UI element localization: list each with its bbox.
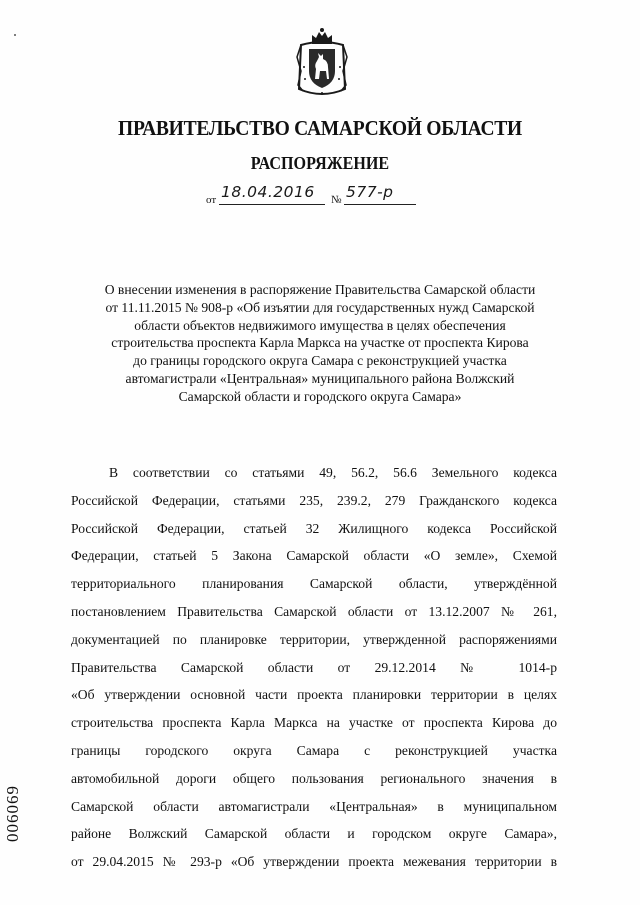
document-subject <box>60 281 580 406</box>
body-line: автомобильной дороги общего пользования регионального значения в <box>71 770 557 786</box>
government-title: ПРАВИТЕЛЬСТВО САМАРСКОЙ ОБЛАСТИ <box>118 116 522 140</box>
body-line: от 29.04.2015 № 293-р «Об утверждении проекта межевания территории в <box>71 854 557 870</box>
subject-line: О внесении изменения в распоряжение Правительства Самарской области <box>104 282 536 297</box>
number-value: 577-р <box>346 183 394 201</box>
body-line: документацией по планировке территории, утвержденной распоряжениями <box>71 631 557 647</box>
body-line: «Об утверждении основной части проекта планировки территории в целях <box>71 687 557 703</box>
samara-coat-of-arms-icon <box>295 27 349 101</box>
subject-line: Самарской области и городского округа Самара» <box>178 388 462 404</box>
subject-line: от 11.11.2015 № 908-р «Об изъятии для государственных нужд Самарской <box>105 299 535 315</box>
subject-line: строительства проспекта Карла Маркса на участке от проспекта Кирова <box>111 335 529 351</box>
scan-speck <box>14 34 16 36</box>
subject-line: автомагистрали «Центральная» муниципального района Волжский <box>125 370 515 386</box>
body-line: В соответствии со статьями 49, 56.2, 56.6 Земельного кодекса <box>109 465 557 480</box>
body-line: Федерации, статьей 5 Закона Самарской области «О земле», Схемой <box>71 548 557 564</box>
body-line: границы городского округа Самара с реконструкцией участка <box>71 742 557 758</box>
number-underline <box>344 204 416 205</box>
body-line: Самарской области автомагистрали «Центральная» в муниципальном <box>71 798 557 814</box>
date-underline <box>219 204 325 205</box>
body-line: постановлением Правительства Самарской области от 13.12.2007 № 261, <box>71 603 557 619</box>
body-line: Правительства Самарской области от 29.12.2014 № 1014-р <box>71 659 557 675</box>
date-label: от <box>206 194 217 206</box>
subject-line: до границы городского округа Самара с реконструкцией участка <box>133 353 507 369</box>
body-line: территориального планирования Самарской области, утверждённой <box>71 576 557 592</box>
date-value: 18.04.2016 <box>221 183 315 201</box>
body-line: районе Волжский Самарской области и городском округе Самара», <box>71 826 557 842</box>
number-label: № <box>331 194 342 206</box>
body-line: Российской Федерации, статьями 235, 239.2, 279 Гражданского кодекса <box>71 492 557 508</box>
body-line: строительства проспекта Карла Маркса на участке от проспекта Кирова до <box>71 715 557 731</box>
subject-line: области объектов недвижимого имущества в целях обеспечения <box>134 317 506 333</box>
document-body <box>71 459 557 876</box>
document-type: РАСПОРЯЖЕНИЕ <box>250 153 390 173</box>
registration-stamp-number: 006069 <box>3 785 22 842</box>
body-line: Российской Федерации, статьей 32 Жилищного кодекса Российской <box>71 520 557 536</box>
